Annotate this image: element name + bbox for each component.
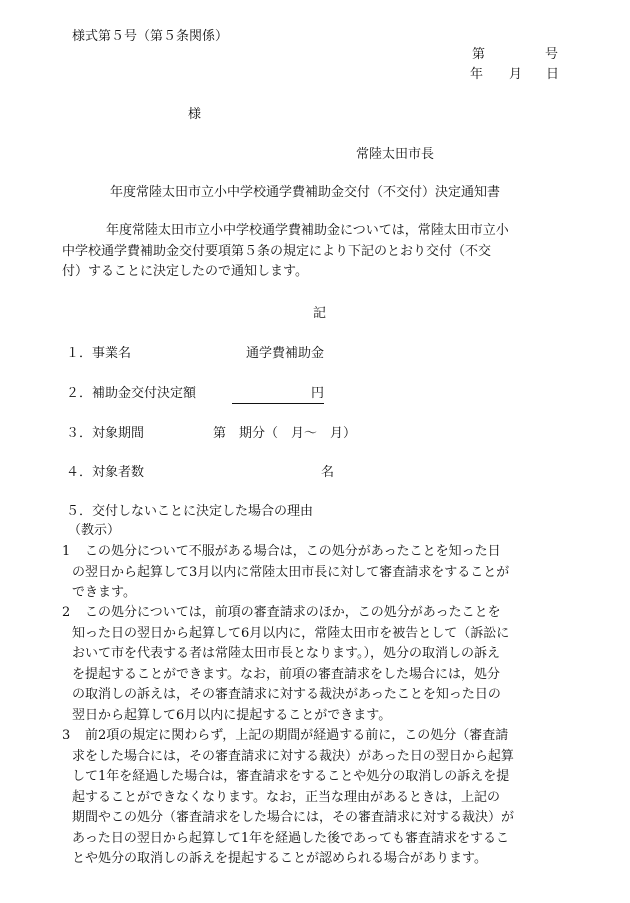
addressee-suffix: 様 (188, 107, 202, 122)
doc-number-suffix: 号 (545, 47, 559, 62)
amount-field (232, 385, 324, 404)
form-label: 様式第５号（第５条関係） (72, 29, 229, 44)
notice-line: 前2項の規定に関わらず，上記の期間が経過する前に，この処分（審査請 (72, 728, 509, 743)
period-label: ３．対象期間 (66, 426, 145, 441)
notice-heading: （教示） (68, 523, 121, 538)
notice-item-3 (62, 726, 582, 870)
date-day: 日 (546, 67, 560, 82)
notice-item-1 (62, 542, 582, 604)
doc-number-prefix: 第 (472, 47, 486, 62)
notice-line: おいて市を代表する者は常陸太田市長となります。），処分の取消しの訴え (72, 646, 500, 661)
notice-line: 翌日から起算して6月以内に提起することができます。 (72, 707, 392, 723)
amount-unit: 円 (232, 385, 324, 404)
date-month: 月 (509, 67, 523, 82)
notice-line: あった日の翌日から起算して1年を経過した後であっても審査請求をするこ (72, 830, 510, 846)
project-value: 通学費補助金 (246, 346, 325, 361)
intro-line: 年度常陸太田市立小中学校通学費補助金については，常陸太田市立小 (106, 223, 509, 238)
intro-paragraph (62, 221, 509, 283)
notice-line: この処分については，前項の審査請求のほか，この処分があったことを (72, 605, 501, 620)
notice-number: 3 (62, 728, 71, 743)
notice-line: 知った日の翌日から起算して6月以内に，常陸太田市を被告として（訴訟に (72, 625, 510, 641)
persons-unit: 名 (321, 465, 335, 480)
ki-heading: 記 (313, 306, 327, 321)
notice-body (72, 726, 582, 870)
notice-line: 期間やこの処分（審査請求をした場合には，その審査請求に対する裁決）が (72, 810, 515, 825)
project-label: １．事業名 (66, 346, 132, 361)
notice-number: 1 (62, 544, 71, 559)
period-value: 第 期分（ 月～ 月） (213, 426, 357, 441)
reason-label: ５．交付しないことに決定した場合の理由 (66, 504, 314, 519)
notice-line: 起することができなくなります。なお，正当な理由があるときは，上記の (72, 789, 500, 805)
notice-line: を提起することができます。なお，前項の審査請求をした場合には，処分 (72, 666, 500, 682)
notice-item-2 (62, 603, 582, 726)
amount-label: ２．補助金交付決定額 (66, 386, 197, 401)
notice-line: 求をした場合には，その審査請求に対する裁決）があった日の翌日から起算 (72, 748, 514, 764)
notice-line: の取消しの訴えは，その審査請求に対する裁決があったことを知った日の (72, 687, 501, 702)
notice-line: できます。 (72, 585, 136, 600)
date-year: 年 (470, 67, 484, 82)
persons-label: ４．対象者数 (66, 465, 145, 480)
issuer: 常陸太田市長 (356, 147, 435, 162)
intro-line: 付）することに決定したので通知します。 (62, 264, 308, 279)
document-title: 年度常陸太田市立小中学校通学費補助金交付（不交付）決定通知書 (110, 185, 501, 200)
notice-body (72, 542, 582, 604)
notice-line: の翌日から起算して3月以内に常陸太田市長に対して審査請求をすることが (72, 564, 510, 580)
notice-line: して1年を経過した場合は，審査請求をすることや処分の取消しの訴えを提 (72, 769, 510, 784)
notice-number: 2 (62, 605, 71, 620)
notice-line: この処分について不服がある場合は，この処分があったことを知った日 (72, 544, 501, 559)
intro-line: 中学校通学費補助金交付要項第５条の規定により下記のとおり交付（不交 (62, 243, 492, 259)
notice-line: とや処分の取消しの訴えを提起することが認められる場合があります。 (72, 851, 487, 866)
notice-body (72, 603, 582, 726)
